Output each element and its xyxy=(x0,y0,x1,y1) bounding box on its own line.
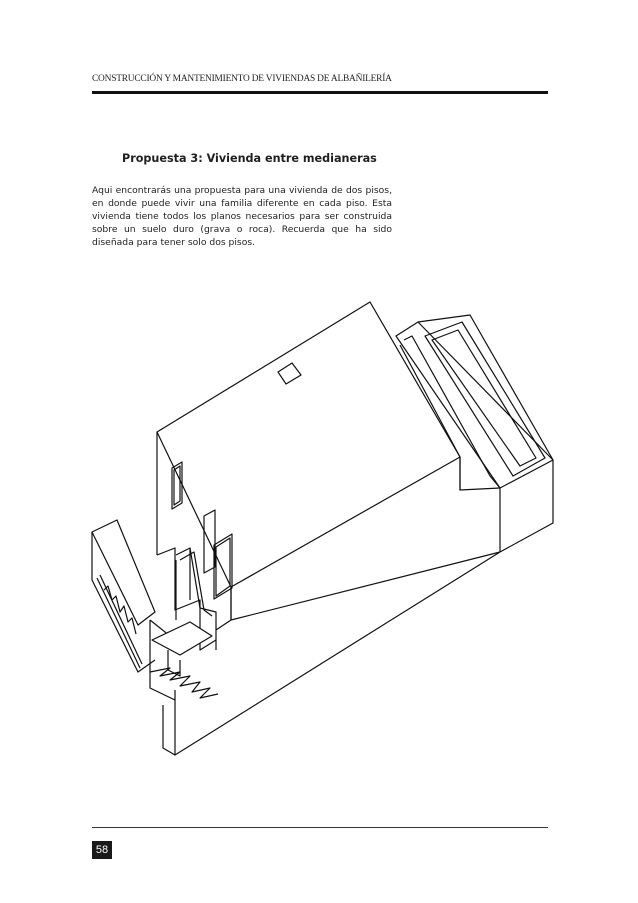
section-title: Propuesta 3: Vivienda entre medianeras xyxy=(122,152,377,165)
landing xyxy=(152,622,212,655)
header-rule xyxy=(92,91,548,94)
balcony-left xyxy=(92,520,155,625)
running-header: CONSTRUCCIÓN Y MANTENIMIENTO DE VIVIENDAS DE ALBAÑILERÍA xyxy=(92,74,392,84)
footer-rule xyxy=(92,827,548,828)
section-body: Aqui encontrarás una propuesta para una vivienda de dos pisos, en donde puede vivir una familia diferente en cada piso. Esta vivienda tiene todos los planos necesarios para ser construida sobre un suelo duro (grava o roca). Recuerda que ha sido diseñada para tener solo dos pisos. xyxy=(92,185,392,248)
page-number: 58 xyxy=(92,841,112,859)
isometric-house-drawing-icon xyxy=(80,300,570,780)
